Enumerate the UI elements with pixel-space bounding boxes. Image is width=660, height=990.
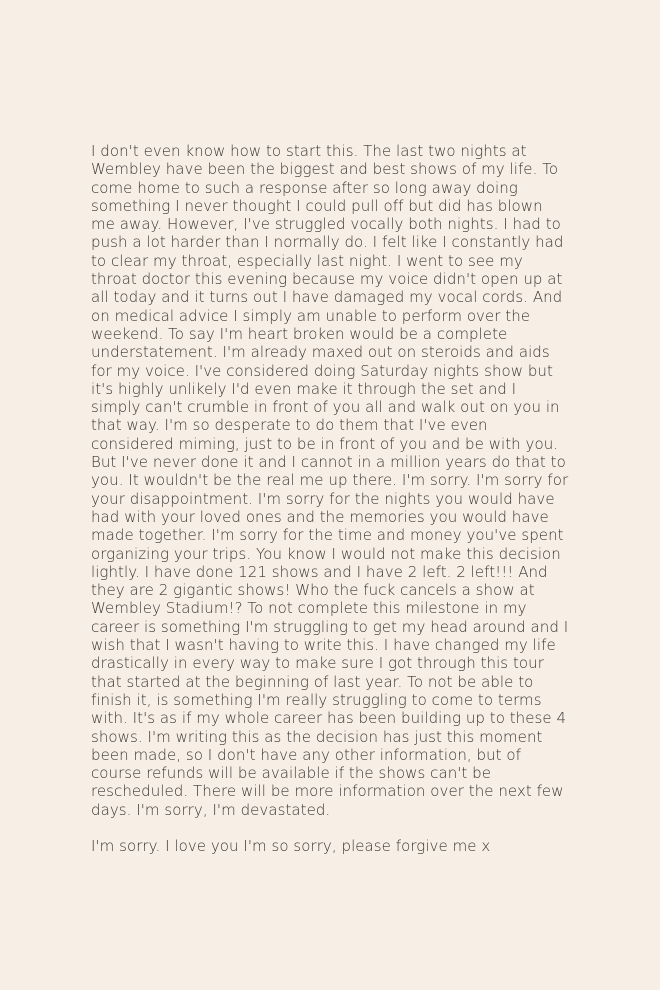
- letter-body-paragraph: I don't even know how to start this. The last two nights at Wembley have been the biggest and best shows of my life. To come home to such a response after so long away doing something I never thought I could pull off but did has blown me away. However, I've struggled vocally both nights. I had to push a lot harder than I normally do. I felt like I constantly had to clear my throat, especially last night. I went to see my throat doctor this evening because my voice didn't open up at all today and it turns out I have damaged my vocal cords. And on medical advice I simply am unable to perform over the weekend. To say I'm heart broken would be a complete understatement. I'm already maxed out on steroids and aids for my voice. I've considered doing Saturday nights show but it's highly unlikely I'd even make it through the set and I simply can't crumble in front of you all and walk out on you in that way. I'm so desperate to do them that I've even considered miming, just to be in front of you and be with you. But I've never done it and I cannot in a million years do that to you. It wouldn't be the real me up there. I'm sorry. I'm sorry for your disappointment. I'm sorry for the nights you would have had with your loved ones and the memories you would have made together. I'm sorry for the time and money you've spent organizing your trips. You know I would not make this decision lightly. I have done 121 shows and I have 2 left. 2 left!!! And they are 2 gigantic shows! Who the fuck cancels a show at Wembley Stadium!? To not complete this milestone in my career is something I'm struggling to get my head around and I wish that I wasn't having to write this. I have changed my life drastically in every way to make sure I got through this tour that started at the beginning of last year. To not be able to finish it, is something I'm really struggling to come to terms with. It's as if my whole career has been building up to these 4 shows. I'm writing this as the decision has just this moment been made, so I don't have any other information, but of course refunds will be available if the shows can't be rescheduled. There will be more information over the next few days. I'm sorry, I'm devastated.: [91, 142, 569, 819]
- letter-closing-line: I'm sorry. I love you I'm so sorry, please forgive me x: [91, 836, 491, 855]
- letter-text-block: [91, 142, 569, 855]
